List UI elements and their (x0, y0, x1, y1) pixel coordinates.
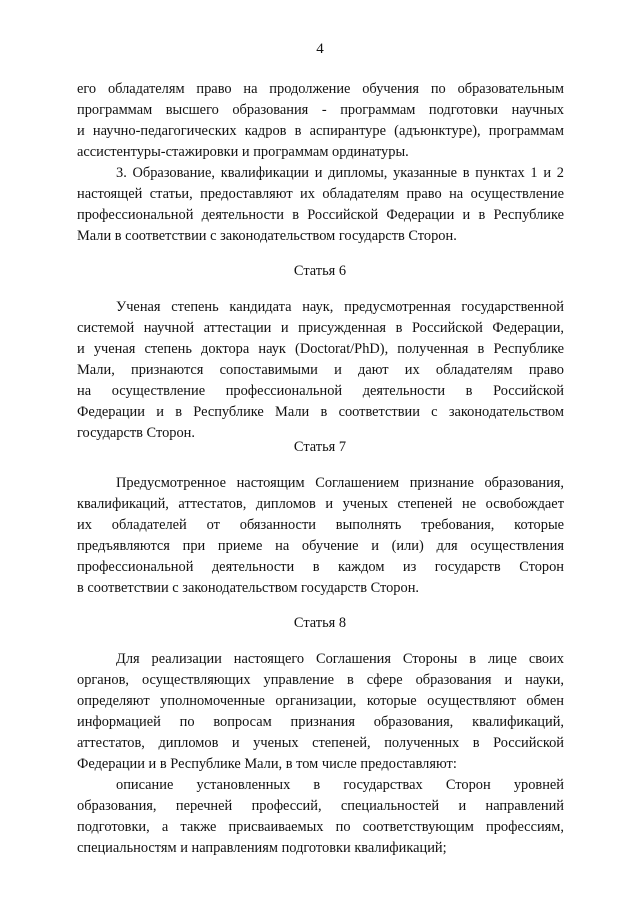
paragraph-line: настоящей статьи, предоставляют их обладателям право на осуществление (77, 186, 564, 202)
page-number: 4 (316, 41, 324, 57)
paragraph-line: определяют уполномоченные организации, которые осуществляют обмен (77, 693, 564, 709)
paragraph-line: квалификаций, аттестатов, дипломов и ученых степеней не освобождает (77, 496, 564, 512)
paragraph-line: информацией по вопросам признания образования, квалификаций, (77, 714, 564, 730)
paragraph-line: предъявляются при приеме на обучение и (или) для осуществления (77, 538, 564, 554)
paragraph-line: их обладателей от обязанности выполнять требования, которые (77, 517, 564, 533)
paragraph-line: подготовки, а также присваиваемых по соответствующим профессиям, (77, 819, 564, 835)
paragraph-line: его обладателям право на продолжение обучения по образовательным (77, 81, 564, 97)
paragraph-line: на осуществление профессиональной деятельности в Российской (77, 383, 564, 399)
paragraph-line: Ученая степень кандидата наук, предусмотренная государственной (116, 299, 564, 315)
article-6-heading: Статья 6 (293, 263, 347, 279)
paragraph-line: 3. Образование, квалификации и дипломы, указанные в пунктах 1 и 2 (116, 165, 564, 181)
paragraph-line: Для реализации настоящего Соглашения Стороны в лице своих (116, 651, 564, 667)
paragraph-line: Федерации и в Республике Мали, в том числе предоставляют: (77, 756, 457, 772)
paragraph-line: Мали в соответствии с законодательством государств Сторон. (77, 228, 457, 244)
paragraph-line: Мали, признаются сопоставимыми и дают их обладателям право (77, 362, 564, 378)
paragraph-line: профессиональной деятельности в Российской Федерации и в Республике (77, 207, 564, 223)
paragraph-line: и ученая степень доктора наук (Doctorat/PhD), полученная в Республике (77, 341, 564, 357)
article-7-heading: Статья 7 (293, 439, 347, 455)
paragraph-line: ассистентуры-стажировки и программам ординатуры. (77, 144, 409, 160)
paragraph-line: образования, перечней профессий, специальностей и направлений (77, 798, 564, 814)
paragraph-line: специальностям и направлениям подготовки квалификаций; (77, 840, 447, 856)
paragraph-line: Предусмотренное настоящим Соглашением признание образования, (116, 475, 564, 491)
paragraph-line: аттестатов, дипломов и ученых степеней, полученных в Российской (77, 735, 564, 751)
paragraph-line: системой научной аттестации и присужденная в Российской Федерации, (77, 320, 564, 336)
paragraph-line: Федерации и в Республике Мали в соответствии с законодательством (77, 404, 564, 420)
paragraph-line: профессиональной деятельности в каждом из государств Сторон (77, 559, 564, 575)
paragraph-line: в соответствии с законодательством государств Сторон. (77, 580, 420, 596)
paragraph-line: описание установленных в государствах Сторон уровней (116, 777, 564, 793)
paragraph-line: программам высшего образования - программам подготовки научных (77, 102, 564, 118)
paragraph-line: органов, осуществляющих управление в сфере образования и науки, (77, 672, 564, 688)
article-8-heading: Статья 8 (293, 615, 347, 631)
paragraph-line: и научно-педагогических кадров в аспирантуре (адъюнктуре), программам (77, 123, 564, 139)
paragraph-line: государств Сторон. (77, 425, 195, 441)
